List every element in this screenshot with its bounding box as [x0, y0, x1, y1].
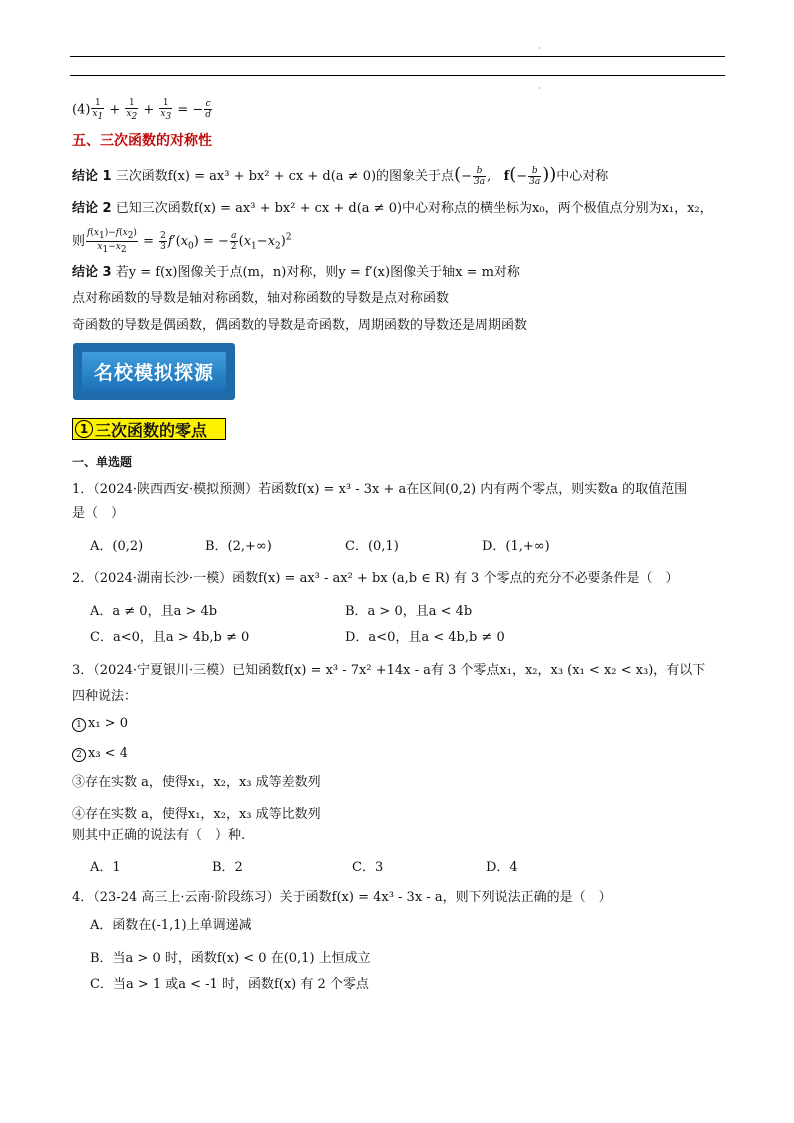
option-c[interactable]: C．3	[352, 860, 384, 875]
question-2-stem: 2．（2024·湖南长沙·一模）函数f(x) = ax³ - ax² + bx (a,b ∈ R) 有 3 个零点的充分不必要条件是（ ）	[72, 571, 679, 586]
option-b[interactable]: B．当a > 0 时，函数f(x) < 0 在(0,1) 上恒成立	[90, 951, 371, 966]
header-rule-top	[70, 56, 725, 57]
option-c[interactable]: C．(0,1)	[345, 539, 399, 554]
topic-tag	[72, 418, 226, 440]
circled-number: 1	[75, 420, 93, 438]
conclusion-text: 中心对称	[556, 169, 609, 184]
statement-1: 1 x₁ > 0	[72, 715, 128, 733]
text-line: 点对称函数的导数是轴对称函数，轴对称函数的导数是点对称函数	[72, 291, 450, 306]
question-3-stem-cont: 四种说法：	[72, 689, 138, 704]
header-dot: ·	[538, 44, 541, 53]
header-dot: ·	[538, 84, 541, 93]
item4-prefix: (4)	[72, 102, 91, 118]
statement-3: ③存在实数 a，使得x₁，x₂，x₃ 成等差数列	[72, 775, 321, 790]
header-rule-bottom	[70, 75, 725, 76]
formula-prefix: 则	[72, 233, 86, 249]
conclusion-text: 已知三次函数f(x) = ax³ + bx² + cx + d(a ≠ 0)中心对称点的横坐标为x₀，两个极值点分别为x₁，x₂，	[115, 201, 713, 216]
option-a[interactable]: A．函数在(-1,1)上单调递减	[90, 918, 252, 933]
conclusion-label: 结论 2	[72, 201, 112, 216]
question-4-stem: 4．（23-24 高三上·云南·阶段练习）关于函数f(x) = 4x³ - 3x - a，则下列说法正确的是（ ）	[72, 890, 612, 905]
part-heading: 一、单选题	[72, 455, 133, 469]
item4-formula: (4) $\frac{1}{x_1}$ + $\frac{1}{x_2}$ + $\frac{1}{x_3}$ = − $\frac{c}{d}$	[72, 98, 212, 122]
conclusion-label: 结论 1	[72, 169, 112, 184]
question-1-stem-cont: 是（ ）	[72, 506, 125, 521]
topic-title: 三次函数的零点	[95, 420, 208, 440]
option-c[interactable]: C．a<0，且a > 4b,b ≠ 0	[90, 630, 250, 645]
conclusion-label: 结论 3	[72, 265, 112, 280]
conclusion-text: 三次函数f(x) = ax³ + bx² + cx + d(a ≠ 0)的图象关于点	[115, 169, 455, 184]
option-a[interactable]: A．1	[90, 860, 121, 875]
option-d[interactable]: D．(1,+∞)	[482, 539, 550, 554]
text-line: 奇函数的导数是偶函数，偶函数的导数是奇函数，周期函数的导数还是周期函数	[72, 318, 528, 333]
option-c[interactable]: C．当a > 1 或a < -1 时，函数f(x) 有 2 个零点	[90, 977, 369, 992]
conclusion-2-formula: 则 $\frac{f(x_1)-f(x_2)}{x_1-x_2}$ = $\frac{2}{3}$ $f'(x_0)$ = − $\frac{a}{2}$ $(x_1-x_2)^2$	[72, 228, 292, 255]
statement-text: x₃ < 4	[88, 746, 128, 761]
section-banner	[73, 343, 235, 400]
conclusion-1: 结论 1 三次函数f(x) = ax³ + bx² + cx + d(a ≠ 0)的图象关于点(− $\frac{b}{3a}$ , f(− $\frac{b}{3a}$ ))中心对称	[72, 164, 609, 187]
statement-2: 2 x₃ < 4	[72, 745, 128, 763]
conclusion-3	[72, 264, 520, 282]
option-a[interactable]: A．(0,2)	[90, 539, 144, 554]
question-3-stem: 3．（2024·宁夏银川·三模）已知函数f(x) = x³ - 7x² +14x - a有 3 个零点x₁，x₂，x₃ (x₁ < x₂ < x₃)，有以下	[72, 663, 706, 678]
option-d[interactable]: D．4	[486, 860, 518, 875]
statement-text: x₁ > 0	[88, 716, 128, 731]
option-b[interactable]: B．(2,+∞)	[205, 539, 272, 554]
question-1-stem: 1．（2024·陕西西安·模拟预测）若函数f(x) = x³ - 3x + a在区间(0,2) 内有两个零点，则实数a 的取值范围	[72, 482, 688, 497]
option-a[interactable]: A．a ≠ 0，且a > 4b	[90, 604, 218, 619]
question-3-ask: 则其中正确的说法有（ ）种.	[72, 828, 246, 843]
option-d[interactable]: D．a<0，且a < 4b,b ≠ 0	[345, 630, 505, 645]
option-b[interactable]: B．a > 0，且a < 4b	[345, 604, 473, 619]
banner-text: 名校模拟探源	[93, 362, 214, 384]
conclusion-2	[72, 200, 713, 218]
conclusion-text: 若y = f(x)图像关于点(m，n)对称，则y = f′(x)图像关于轴x = m对称	[115, 265, 520, 280]
section-title: 五、三次函数的对称性	[72, 133, 212, 149]
option-b[interactable]: B．2	[212, 860, 243, 875]
statement-4: ④存在实数 a，使得x₁，x₂，x₃ 成等比数列	[72, 807, 321, 822]
